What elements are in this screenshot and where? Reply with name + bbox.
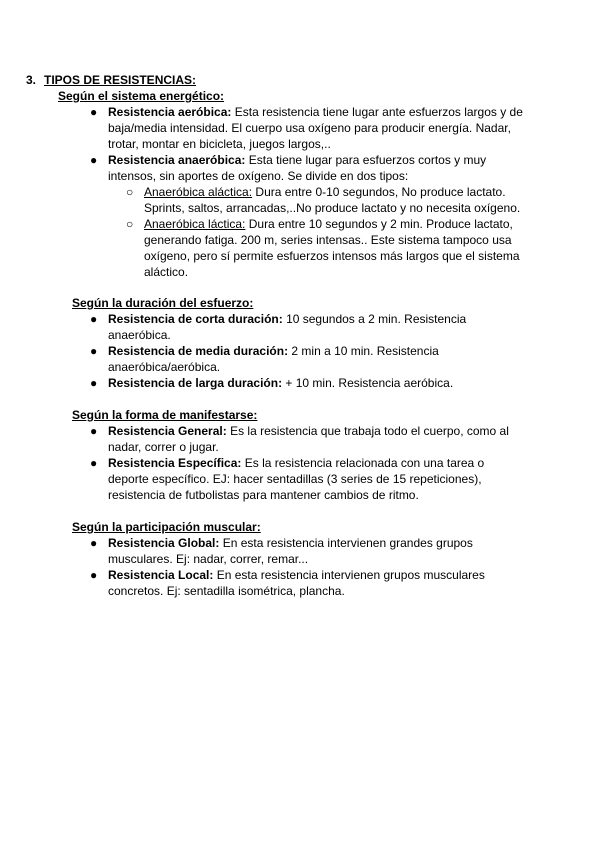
main-heading — [26, 72, 196, 88]
circle-bullet-icon: ○ — [126, 185, 134, 199]
bullet-icon: ● — [90, 344, 98, 358]
section-manifestation — [0, 407, 600, 503]
bullet-icon: ● — [90, 424, 98, 438]
section-title: Según el sistema energético: — [58, 89, 225, 103]
list-item — [0, 343, 528, 375]
bullet-icon: ● — [90, 536, 98, 550]
item-list — [0, 535, 600, 599]
list-item — [0, 567, 528, 599]
section-title: Según la duración del esfuerzo: — [72, 296, 254, 310]
sub-item-term: Anaeróbica aláctica: — [144, 185, 253, 199]
item-text: En esta resistencia intervienen grupos musculares concretos. Ej: sentadilla isométrica, plancha. — [108, 568, 485, 598]
list-item — [0, 375, 528, 391]
list-item — [0, 311, 528, 343]
item-term: Resistencia Local: — [108, 568, 214, 582]
list-item — [0, 535, 528, 567]
heading-number: 3. — [26, 73, 37, 87]
sub-list-item — [108, 184, 528, 216]
item-list — [0, 104, 600, 280]
item-text: + 10 min. Resistencia aeróbica. — [282, 376, 454, 390]
circle-bullet-icon: ○ — [126, 217, 134, 231]
bullet-icon: ● — [90, 105, 98, 119]
item-term: Resistencia de larga duración: — [108, 376, 283, 390]
item-term: Resistencia de corta duración: — [108, 312, 283, 326]
section-effort-duration — [0, 295, 600, 391]
list-item — [0, 455, 528, 503]
item-term: Resistencia aeróbica: — [108, 105, 232, 119]
item-term: Resistencia General: — [108, 424, 227, 438]
item-term: Resistencia de media duración: — [108, 344, 289, 358]
sub-item-term: Anaeróbica láctica: — [144, 217, 246, 231]
item-term: Resistencia anaeróbica: — [108, 153, 246, 167]
section-title: Según la participación muscular: — [72, 520, 261, 534]
sub-list — [108, 184, 528, 280]
item-text: Esta resistencia tiene lugar ante esfuerzos largos y de baja/media intensidad. El cuerpo usa oxígeno para producir energía. Nadar, trotar, montar en bicicleta, juegos largos,.. — [108, 105, 523, 151]
item-list — [0, 311, 600, 391]
item-term: Resistencia Global: — [108, 536, 220, 550]
section-muscular-participation — [0, 519, 600, 599]
sub-item-text: Dura entre 10 segundos y 2 min. Produce lactato, generando fatiga. 200 m, series intensas.. Este sistema tampoco usa oxígeno, pero sí permite esfuerzos intensos más largos que el sistema aláctico. — [144, 217, 520, 279]
list-item — [0, 104, 528, 152]
list-item — [0, 423, 528, 455]
item-text: Esta tiene lugar para esfuerzos cortos y muy intensos, sin aportes de oxígeno. Se divide en dos tipos: — [108, 153, 487, 183]
sub-item-text: Dura entre 0-10 segundos, No produce lactato. Sprints, saltos, arrancadas,..No produce lactato y no necesita oxígeno. — [144, 185, 521, 215]
sub-list-item — [108, 216, 528, 280]
list-item — [0, 152, 528, 280]
bullet-icon: ● — [90, 456, 98, 470]
section-energy-system — [0, 88, 600, 280]
heading-title: TIPOS DE RESISTENCIAS: — [44, 73, 197, 87]
item-text: Es la resistencia que trabaja todo el cuerpo, como al nadar, correr o jugar. — [108, 424, 509, 454]
section-title: Según la forma de manifestarse: — [72, 408, 258, 422]
bullet-icon: ● — [90, 153, 98, 167]
bullet-icon: ● — [90, 376, 98, 390]
item-text: Es la resistencia relacionada con una tarea o deporte específico. EJ: hacer sentadillas (3 series de 15 repeticiones), resistencia de futbolistas para mantener cambios de ritmo. — [108, 456, 485, 502]
item-text: En esta resistencia intervienen grandes grupos musculares. Ej: nadar, correr, remar... — [108, 536, 473, 566]
bullet-icon: ● — [90, 312, 98, 326]
item-text: 10 segundos a 2 min. Resistencia anaeróbica. — [108, 312, 467, 342]
item-text: 2 min a 10 min. Resistencia anaeróbica/aeróbica. — [108, 344, 439, 374]
bullet-icon: ● — [90, 568, 98, 582]
item-list — [0, 423, 600, 503]
item-term: Resistencia Específica: — [108, 456, 242, 470]
